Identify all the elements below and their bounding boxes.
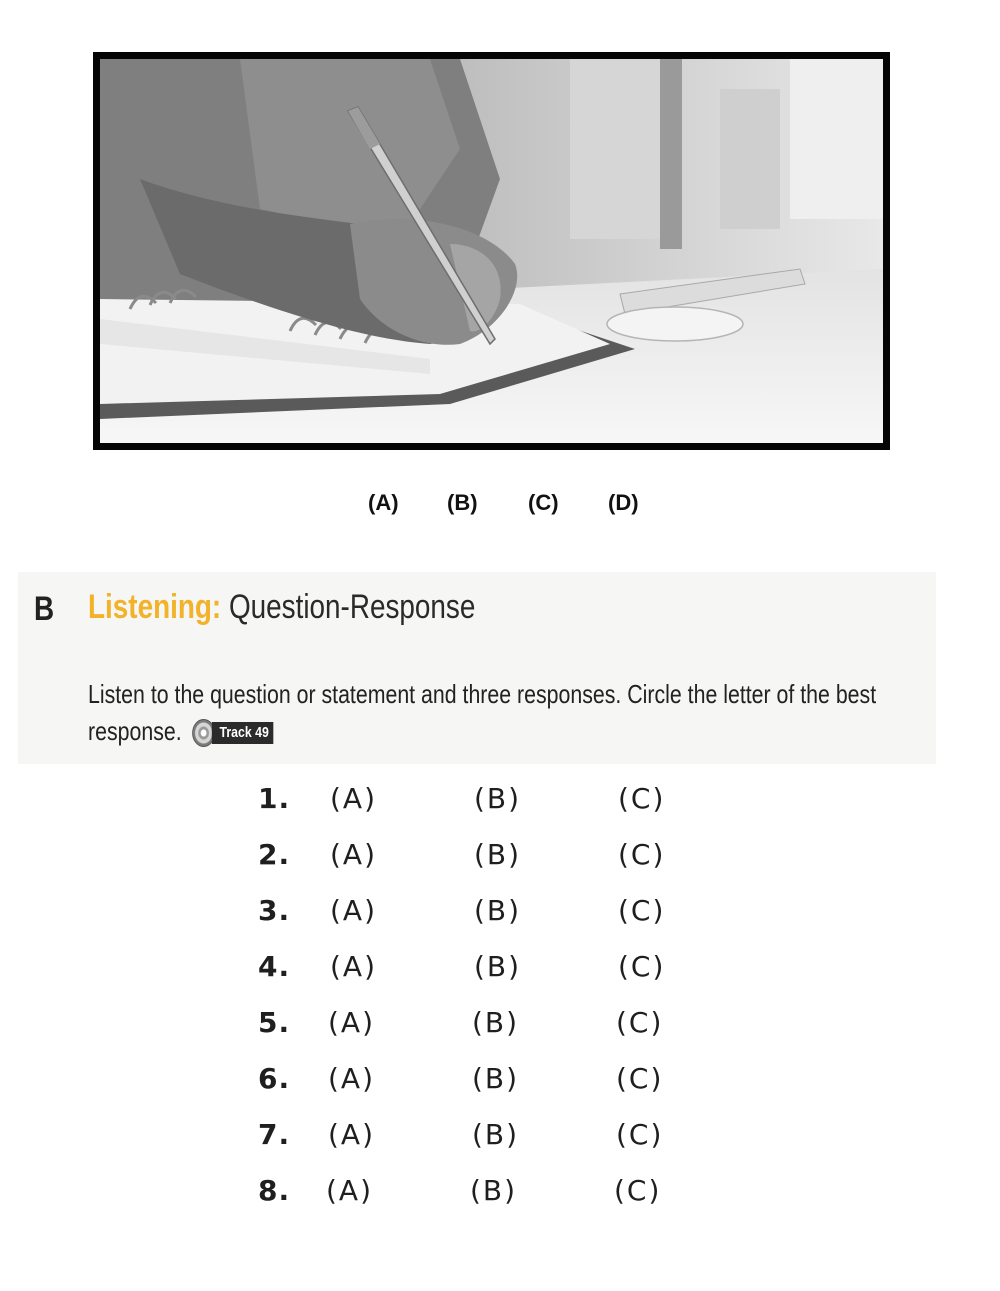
question-number: 8. [258, 1174, 291, 1207]
picture-choice-a[interactable]: (A) [368, 490, 399, 515]
question-number: 7. [258, 1118, 291, 1151]
option-a[interactable]: (A) [328, 1118, 376, 1151]
option-b[interactable]: (B) [470, 1174, 518, 1207]
option-b[interactable]: (B) [474, 838, 522, 871]
photo [93, 52, 890, 450]
instructions [88, 676, 924, 750]
question-number: 1. [258, 782, 291, 815]
option-a[interactable]: (A) [328, 1062, 376, 1095]
option-a[interactable]: (A) [330, 894, 378, 927]
instructions-text: Listen to the question or statement and three responses. Circle the letter of the best response. [88, 679, 877, 746]
option-c[interactable]: (C) [618, 838, 666, 871]
section-title [88, 588, 475, 627]
section-letter: B [34, 590, 55, 628]
picture-choice-c[interactable]: (C) [528, 490, 559, 515]
option-b[interactable]: (B) [474, 782, 522, 815]
picture-choice-b[interactable]: (B) [447, 490, 478, 515]
option-a[interactable]: (A) [326, 1174, 374, 1207]
option-c[interactable]: (C) [614, 1174, 662, 1207]
option-c[interactable]: (C) [618, 950, 666, 983]
option-b[interactable]: (B) [472, 1006, 520, 1039]
question-number: 3. [258, 894, 291, 927]
section-title-accent: Listening: [88, 588, 222, 626]
track-label: Track 49 [212, 722, 274, 744]
option-c[interactable]: (C) [616, 1118, 664, 1151]
option-c[interactable]: (C) [618, 894, 666, 927]
option-b[interactable]: (B) [472, 1062, 520, 1095]
option-b[interactable]: (B) [474, 894, 522, 927]
question-number: 5. [258, 1006, 291, 1039]
audio-track-button[interactable] [192, 719, 273, 747]
question-number: 6. [258, 1062, 291, 1095]
question-number: 2. [258, 838, 291, 871]
option-b[interactable]: (B) [472, 1118, 520, 1151]
section-title-rest: Question-Response [228, 588, 476, 626]
option-a[interactable]: (A) [330, 782, 378, 815]
option-c[interactable]: (C) [618, 782, 666, 815]
option-a[interactable]: (A) [330, 950, 378, 983]
option-a[interactable]: (A) [330, 838, 378, 871]
option-a[interactable]: (A) [328, 1006, 376, 1039]
photo-woman-writing-icon [100, 59, 883, 443]
option-c[interactable]: (C) [616, 1062, 664, 1095]
question-number: 4. [258, 950, 291, 983]
picture-choice-d[interactable]: (D) [608, 490, 639, 515]
option-b[interactable]: (B) [474, 950, 522, 983]
option-c[interactable]: (C) [616, 1006, 664, 1039]
